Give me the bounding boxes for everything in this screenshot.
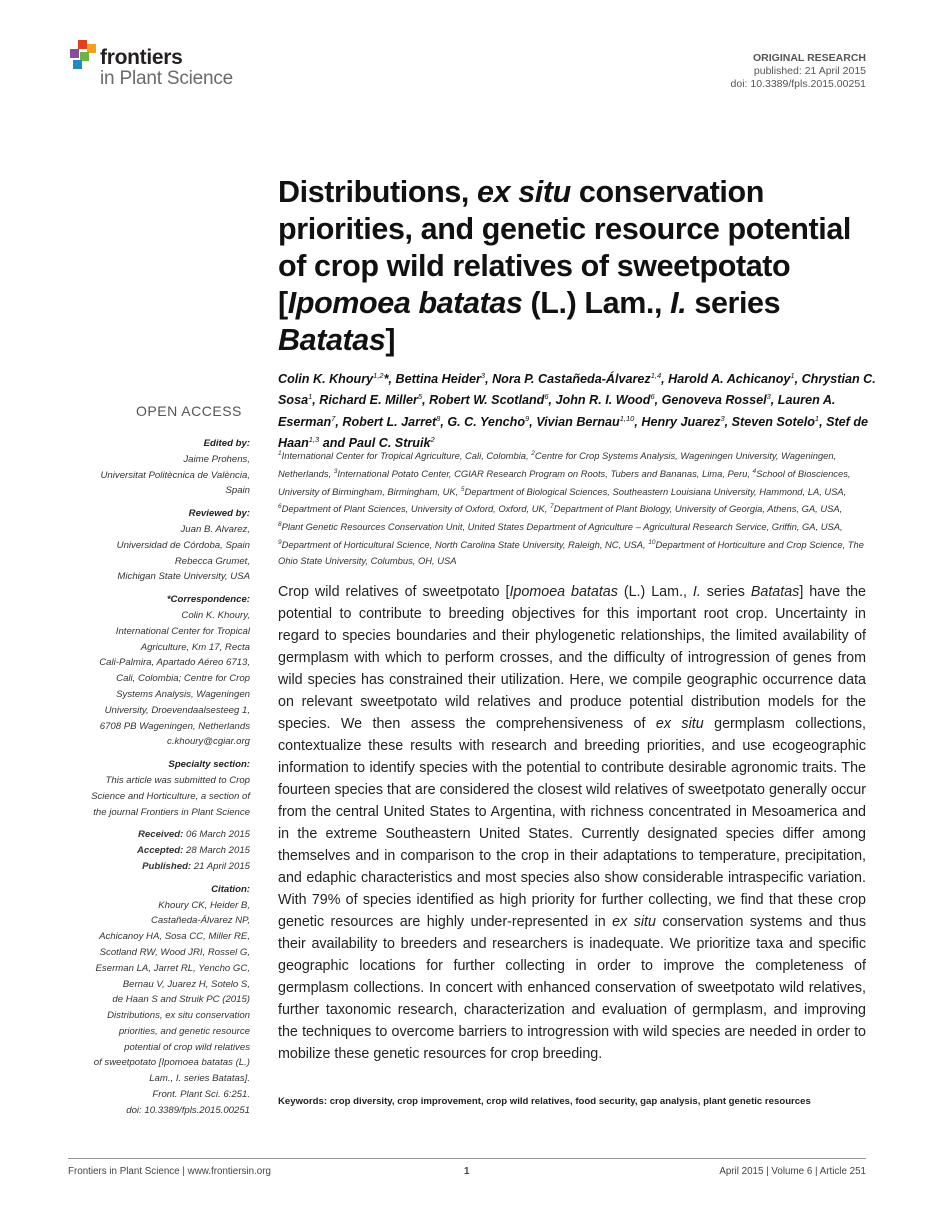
author-name: Vivian Bernau [536, 414, 620, 429]
author-name: Robert W. Scotland [429, 393, 545, 408]
affiliation-text: Department of Horticulture and Crop Science, The Ohio State University, Columbus, OH, USA [278, 539, 864, 566]
correspondence-label: *Correspondence: [166, 594, 250, 606]
received-label: Received: [138, 829, 184, 841]
title-text: series [686, 286, 781, 320]
affiliation-number: 2 [531, 450, 535, 457]
author-affiliation-sup: 1,4 [650, 371, 662, 380]
author-affiliation-sup: 1 [790, 371, 795, 380]
author-name: Chrystian C. Sosa [278, 372, 876, 408]
accepted-value: 28 March 2015 [183, 845, 250, 857]
author-separator: , [794, 372, 802, 387]
published-value: 21 April 2015 [191, 860, 250, 872]
author-affiliation-sup: 7 [331, 413, 336, 423]
author-separator: , [770, 393, 778, 408]
specialty-line: Science and Horticulture, a section of [91, 790, 250, 802]
citation-line: Achicanoy HA, Sosa CC, Miller RE, [99, 931, 250, 943]
specialty-lines [60, 773, 250, 820]
edited-by-line: Jaime Prohens, [183, 453, 250, 465]
author-separator: , [440, 414, 448, 429]
citation-line: Eserman LA, Jarret RL, Yencho GC, [95, 962, 250, 974]
author-name: Paul C. Struik [348, 436, 431, 451]
affiliation-number: 5 [460, 485, 465, 493]
author-separator: , [529, 414, 537, 429]
citation-line: Lam., I. series Batatas]. [149, 1073, 250, 1085]
edited-by-line: Spain [225, 485, 250, 497]
edited-by-lines [60, 452, 250, 499]
citation-block [60, 882, 250, 1119]
correspondence-block [60, 592, 250, 750]
author-name: Genoveva Rossel [661, 393, 767, 408]
edited-by-label: Edited by: [203, 438, 250, 449]
article-title [278, 174, 878, 359]
page-number: 1 [464, 1166, 470, 1177]
author-affiliation-sup: 5 [417, 392, 423, 402]
accepted-label: Accepted: [136, 845, 184, 857]
author-name: Lauren A. Eserman [278, 393, 836, 429]
citation-line: Castañeda-Álvarez NP, [150, 915, 250, 927]
journal-logo [68, 38, 268, 94]
citation-line: priorities, and genetic resource [118, 1025, 250, 1037]
title-text: conservation priorities, and genetic resource potential of crop wild relatives of sweetpotato [ [278, 175, 852, 320]
journal-name-line2: in Plant Science [100, 68, 234, 89]
affiliation-text: Centre for Crop Systems Analysis, Wageningen University, Wageningen, Netherlands, [278, 450, 837, 479]
citation-line: Bernau V, Juarez H, Sotelo S, [122, 978, 250, 990]
abstract-text: germplasm collections, contextualize these results with research and breeding priorities, and use ecogeographic information to identify species with the potential to contribute desirable agronomic traits. The fourteen species that are considered the closest wild relatives of sweetpotato generally occur from the central United States to Argentina, with richness concentrated in Mesoamerica and in the extreme Southeastern United States. Currently designated species differ among themselves and in comparison to the crop in their adaptations to temperature, precipitation, and edaphic characteristics and most species also show considerable intraspecific variation. With 79% of species identified as high priority for further collecting, we find that these crop genetic resources are highly under-represented in [278, 716, 866, 930]
specialty-label: Specialty section: [168, 759, 250, 771]
published-date-sidebar [60, 859, 250, 875]
author-affiliation-sup: 8 [436, 413, 441, 423]
correspondence-line: Agriculture, Km 17, Recta [140, 641, 250, 653]
author-affiliation-sup: 2 [430, 435, 435, 445]
author-separator: , [485, 372, 493, 387]
author-affiliation-sup: 9 [525, 413, 530, 423]
reviewed-by-lines [60, 522, 250, 585]
author-separator: , [312, 393, 320, 408]
author-name: Nora P. Castañeda-Álvarez [492, 372, 651, 387]
received-value: 06 March 2015 [183, 829, 250, 841]
title-text: ] [385, 323, 396, 357]
accepted-date [60, 843, 250, 859]
author-separator: , [661, 372, 669, 387]
author-name: Henry Juarez [641, 414, 721, 429]
article-info-sidebar [60, 436, 250, 1126]
correspondence-line: Cali-Palmira, Apartado Aéreo 6713, [99, 657, 250, 669]
doi: doi: 10.3389/fpls.2015.00251 [730, 78, 866, 90]
affiliations [278, 446, 868, 569]
reviewed-by-line: Rebecca Grumet, [174, 555, 250, 567]
affiliation-text: International Potato Center, CGIAR Research Program on Roots, Tubers and Bananas, Lima, Peru, [337, 467, 753, 479]
author-affiliation-sup: 1 [308, 392, 313, 402]
citation-line: doi: 10.3389/fpls.2015.00251 [126, 1104, 250, 1116]
footer-divider [68, 1158, 866, 1159]
abstract-text: Ipomoea batatas [509, 584, 618, 600]
author-name: Richard E. Miller [319, 393, 418, 408]
author-affiliation-sup: 1,2 [373, 371, 384, 380]
reviewed-by-line: Universidad de Córdoba, Spain [116, 539, 250, 551]
reviewed-by-label: Reviewed by: [188, 508, 250, 520]
citation-line: potential of crop wild relatives [124, 1041, 250, 1053]
affiliation-text: Plant Genetic Resources Conservation Unit, United States Department of Agriculture – Agricultural Research Service, Griffin, GA, USA, [281, 521, 843, 533]
specialty-line: This article was submitted to Crop [105, 774, 250, 786]
affiliation-number: 1 [278, 450, 282, 457]
published-label: Published: [142, 860, 192, 872]
title-text: (L.) Lam., [522, 286, 671, 320]
received-date [60, 827, 250, 843]
author-affiliation-sup: 1 [814, 413, 820, 423]
author-affiliation-sup: 3 [766, 392, 771, 402]
citation-lines [60, 898, 250, 1119]
citation-label: Citation: [211, 883, 250, 895]
reviewed-by-block [60, 506, 250, 585]
affiliation-number: 4 [752, 467, 757, 475]
citation-line: Front. Plant Sci. 6:251. [152, 1089, 250, 1101]
footer-issue: April 2015 | Volume 6 | Article 251 [719, 1166, 866, 1177]
published-date: published: 21 April 2015 [753, 65, 866, 77]
author-name: Colin K. Khoury [278, 372, 374, 387]
abstract-text: conservation systems and thus their availability to breeders and researchers is inadequate. We prioritize taxa and specific geographic locations for further collecting in order to improve the completeness of germplasm collections. In concert with enhanced conservation of sweetpotato wild relatives, further taxonomic research, characterization and evaluation of germplasm, and improving the techniques to overcome barriers to introgression with wild species are needed in order to mobilize these genetic resources for crop breeding. [278, 914, 866, 1062]
citation-line: Khoury CK, Heider B, [158, 899, 250, 911]
author-separator: , [548, 393, 556, 408]
title-text: Ipomoea batatas [287, 286, 523, 320]
footer-journal: Frontiers in Plant Science | www.frontiersin.org [68, 1166, 271, 1177]
frontiers-logo-icon [68, 38, 98, 72]
correspondence-line: Cali, Colombia; Centre for Crop [116, 673, 250, 685]
author-name: Harold A. Achicanoy [668, 372, 791, 387]
abstract-text: I. [692, 584, 701, 600]
specialty-block [60, 757, 250, 820]
citation-line: de Haan S and Struik PC (2015) [112, 994, 250, 1006]
abstract-text: (L.) Lam., [617, 584, 693, 600]
affiliation-number: 10 [648, 539, 656, 547]
edited-by-block [60, 436, 250, 499]
abstract-text: ex situ [655, 716, 704, 732]
author-separator: *, [383, 372, 396, 387]
abstract [278, 581, 866, 1065]
author-affiliation-sup: 3 [480, 371, 486, 380]
citation-line: of sweetpotato [Ipomoea batatas (L.) [93, 1057, 250, 1069]
keywords [278, 1095, 866, 1108]
author-name: Bettina Heider [395, 372, 481, 387]
dates-block [60, 827, 250, 874]
affiliation-text: School of Biosciences, University of Birmingham, Birmingham, UK, [278, 467, 851, 497]
citation-line: Scotland RW, Wood JRI, Rossel G, [99, 946, 250, 958]
author-name: Steven Sotelo [731, 414, 815, 429]
open-access-label: OPEN ACCESS [136, 403, 242, 419]
affiliation-text: Department of Biological Sciences, Southeastern Louisiana University, Hammond, LA, USA, [464, 485, 847, 497]
abstract-text: Batatas [750, 584, 800, 600]
citation-line: Distributions, ex situ conservation [107, 1010, 250, 1022]
abstract-text: ] have the potential to contribute to breeding objectives for this important root crop. Uncertainty in regard to species boundaries and their phylogenetic relationships, the limited availability of germplasm with which to perform crosses, and the difficulty of introgression of genes from wild species has constrained their utilization. Here, we compile geographic occurrence data on relevant sweetpotato wild relatives and produce potential distribution models for the species. We then assess the comprehensiveness of [278, 584, 866, 732]
author-affiliation-sup: 1,3 [308, 435, 320, 445]
abstract-text: Crop wild relatives of sweetpotato [ [278, 584, 510, 600]
reviewed-by-line: Juan B. Alvarez, [180, 523, 250, 535]
affiliation-text: Department of Horticultural Science, North Carolina State University, Raleigh, NC, USA, [281, 539, 649, 551]
author-affiliation-sup: 6 [544, 392, 549, 402]
abstract-text: series [700, 584, 751, 600]
affiliation-number: 8 [278, 521, 282, 529]
edited-by-line: Universitat Politècnica de València, [100, 469, 250, 481]
author-name: G. C. Yencho [447, 414, 526, 429]
title-text: I. [670, 286, 687, 320]
affiliation-text: Department of Plant Biology, University of Georgia, Athens, GA, USA, [553, 503, 843, 515]
author-affiliation-sup: 6 [650, 392, 655, 402]
affiliation-text: International Center for Tropical Agriculture, Cali, Colombia, [281, 450, 532, 462]
author-separator: , [634, 414, 642, 429]
author-name: Robert L. Jarret [342, 414, 437, 429]
author-list [278, 367, 878, 453]
correspondence-line: c.khoury@cgiar.org [167, 736, 250, 748]
author-separator: , [422, 393, 430, 408]
affiliation-number: 3 [333, 467, 338, 475]
affiliation-number: 7 [549, 503, 554, 511]
author-separator: , [654, 393, 662, 408]
author-separator: , [724, 414, 732, 429]
author-separator: , [819, 414, 827, 429]
affiliation-text: Department of Plant Sciences, University of Oxford, Oxford, UK, [281, 503, 550, 515]
article-header [731, 52, 866, 91]
author-name: Stef de Haan [278, 414, 869, 451]
author-separator: , [335, 414, 343, 429]
correspondence-line: University, Droevendaalsesteeg 1, [104, 704, 250, 716]
author-separator: and [319, 436, 349, 451]
reviewed-by-line: Michigan State University, USA [117, 571, 250, 583]
correspondence-line: International Center for Tropical [115, 625, 250, 637]
author-affiliation-sup: 3 [720, 413, 725, 423]
specialty-line: the journal Frontiers in Plant Science [93, 806, 250, 818]
author-affiliation-sup: 1,10 [619, 413, 635, 423]
title-text: ex situ [477, 175, 571, 209]
keywords-label: Keywords: [278, 1096, 328, 1107]
correspondence-lines [60, 608, 250, 750]
abstract-text: ex situ [612, 914, 656, 930]
correspondence-line: 6708 PB Wageningen, Netherlands [99, 720, 250, 732]
affiliation-number: 6 [278, 503, 282, 511]
title-text: Batatas [278, 323, 386, 357]
author-name: John R. I. Wood [555, 393, 651, 408]
title-text: Distributions, [278, 175, 478, 209]
keywords-text: crop diversity, crop improvement, crop wild relatives, food security, gap analysis, plant genetic resources [327, 1096, 811, 1107]
correspondence-line: Colin K. Khoury, [181, 609, 250, 621]
journal-name-line1: frontiers [100, 46, 183, 69]
article-type: ORIGINAL RESEARCH [753, 52, 866, 64]
correspondence-line: Systems Analysis, Wageningen [116, 688, 250, 700]
affiliation-number: 9 [278, 539, 282, 547]
